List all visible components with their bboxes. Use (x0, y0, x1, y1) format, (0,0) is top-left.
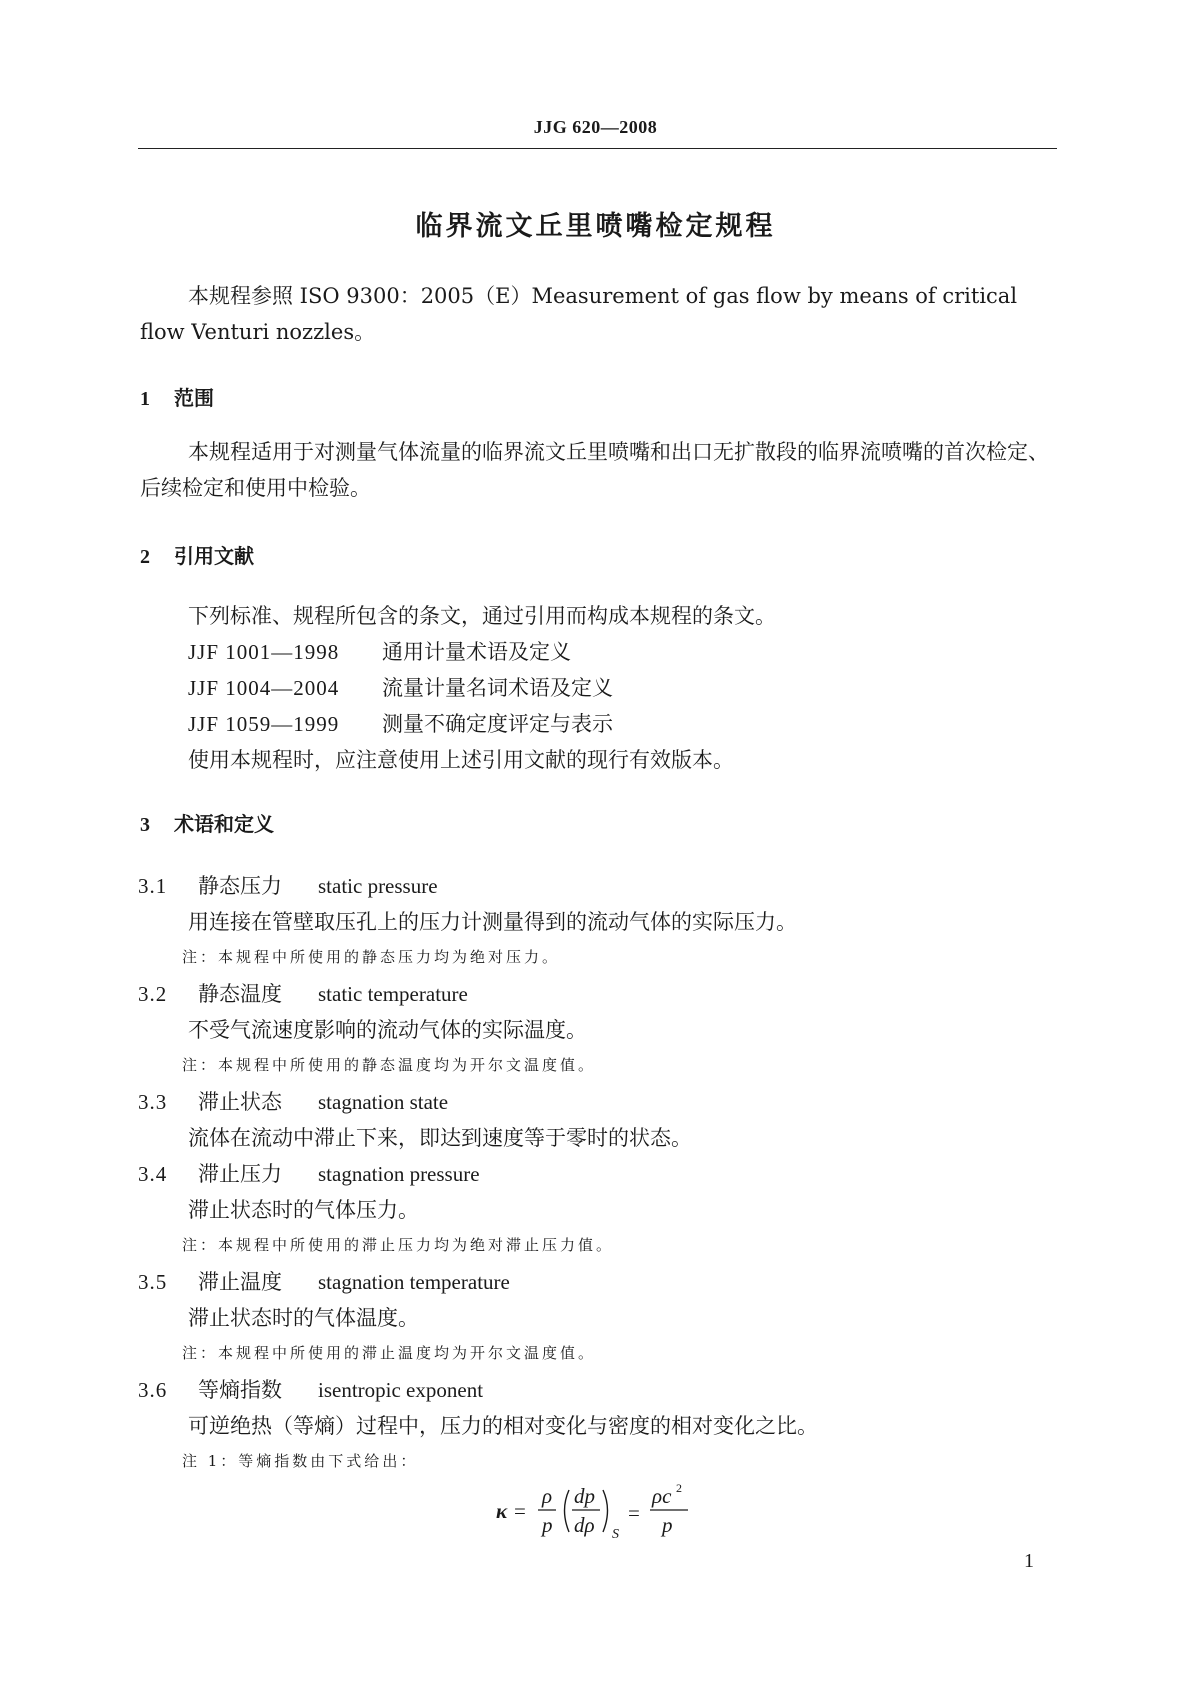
term-note: 注 1：等熵指数由下式给出： (182, 1452, 419, 1470)
term-note: 注：本规程中所使用的滞止温度均为开尔文温度值。 (182, 1344, 597, 1362)
isentropic-exponent-formula (490, 1476, 730, 1546)
section-number: 2 (140, 546, 150, 568)
formula-p: p (542, 1513, 553, 1537)
section-title: 术语和定义 (174, 812, 274, 836)
reference-item (188, 636, 571, 666)
term-number: 3.5 (138, 1270, 168, 1294)
formula-drho: dρ (574, 1513, 595, 1537)
formula-kappa: κ (496, 1499, 508, 1523)
formula-rho-c: ρc (652, 1484, 672, 1508)
term-number: 3.3 (138, 1090, 168, 1114)
term-note: 注：本规程中所使用的静态压力均为绝对压力。 (182, 948, 561, 966)
term-zh: 等熵指数 (198, 1378, 282, 1402)
left-paren (565, 1490, 570, 1532)
section-title: 范围 (174, 386, 214, 410)
term-note: 注：本规程中所使用的滞止压力均为绝对滞止压力值。 (182, 1236, 615, 1254)
term-definition: 滞止状态时的气体温度。 (188, 1306, 419, 1330)
term-definition: 用连接在管壁取压孔上的压力计测量得到的流动气体的实际压力。 (188, 910, 797, 934)
term-en: static pressure (318, 874, 438, 898)
reference-code: JJF 1001—1998 (188, 640, 340, 664)
formula-superscript: 2 (676, 1481, 682, 1495)
term-zh: 滞止温度 (198, 1270, 282, 1294)
section-title: 引用文献 (174, 544, 254, 568)
references-tail: 使用本规程时，应注意使用上述引用文献的现行有效版本。 (188, 748, 734, 772)
term-zh: 静态温度 (198, 982, 282, 1006)
right-paren (603, 1490, 608, 1532)
formula-equals: = (628, 1501, 640, 1525)
intro-paragraph: 本规程参照 ISO 9300：2005（E）Measurement of gas flow by means of critical flow Venturi nozzles。 (140, 284, 1018, 344)
section-1-text: 本规程适用于对测量气体流量的临界流文丘里喷嘴和出口无扩散段的临界流喷嘴的首次检定、后续检定和使用中检验。 (140, 440, 1049, 500)
formula-equals: = (514, 1499, 526, 1523)
term-definition: 滞止状态时的气体压力。 (188, 1198, 419, 1222)
term-3-1 (138, 870, 438, 900)
term-number: 3.4 (138, 1162, 168, 1186)
term-zh: 静态压力 (198, 874, 282, 898)
page-title: 临界流文丘里喷嘴检定规程 (415, 211, 776, 242)
formula-dp: dp (574, 1484, 595, 1508)
formula-rho: ρ (542, 1484, 553, 1508)
header-code: JJG 620—2008 (533, 117, 658, 137)
reference-code: JJF 1004—2004 (188, 676, 340, 700)
term-3-4 (138, 1158, 480, 1188)
term-number: 3.2 (138, 982, 168, 1006)
section-2-heading (140, 540, 254, 569)
reference-name: 通用计量术语及定义 (382, 640, 571, 664)
reference-item (188, 672, 613, 702)
term-definition: 不受气流速度影响的流动气体的实际温度。 (188, 1018, 587, 1042)
term-zh: 滞止压力 (198, 1162, 282, 1186)
term-definition: 流体在流动中滞止下来，即达到速度等于零时的状态。 (188, 1126, 692, 1150)
term-number: 3.1 (138, 874, 168, 898)
section-1-heading (140, 382, 214, 411)
page-number: 1 (1024, 1550, 1034, 1572)
header-rule (138, 148, 1057, 149)
term-number: 3.6 (138, 1378, 168, 1402)
reference-item (188, 708, 613, 738)
term-3-3 (138, 1086, 448, 1116)
section-3-heading (140, 808, 274, 837)
reference-name: 流量计量名词术语及定义 (382, 676, 613, 700)
term-en: stagnation temperature (318, 1270, 510, 1294)
reference-name: 测量不确定度评定与表示 (382, 712, 613, 736)
term-en: isentropic exponent (318, 1378, 484, 1402)
section-number: 1 (140, 388, 150, 410)
term-3-6 (138, 1374, 483, 1404)
term-en: stagnation pressure (318, 1162, 480, 1186)
reference-code: JJF 1059—1999 (188, 712, 340, 736)
term-3-2 (138, 978, 468, 1008)
term-3-5 (138, 1266, 510, 1296)
term-en: static temperature (318, 982, 468, 1006)
references-lead: 下列标准、规程所包含的条文，通过引用而构成本规程的条文。 (188, 604, 776, 628)
section-number: 3 (140, 814, 150, 836)
formula-p: p (662, 1513, 673, 1537)
term-zh: 滞止状态 (198, 1090, 282, 1114)
term-en: stagnation state (318, 1090, 449, 1114)
formula-subscript: S (612, 1527, 619, 1542)
term-definition: 可逆绝热（等熵）过程中，压力的相对变化与密度的相对变化之比。 (188, 1414, 818, 1438)
term-note: 注：本规程中所使用的静态温度均为开尔文温度值。 (182, 1056, 597, 1074)
